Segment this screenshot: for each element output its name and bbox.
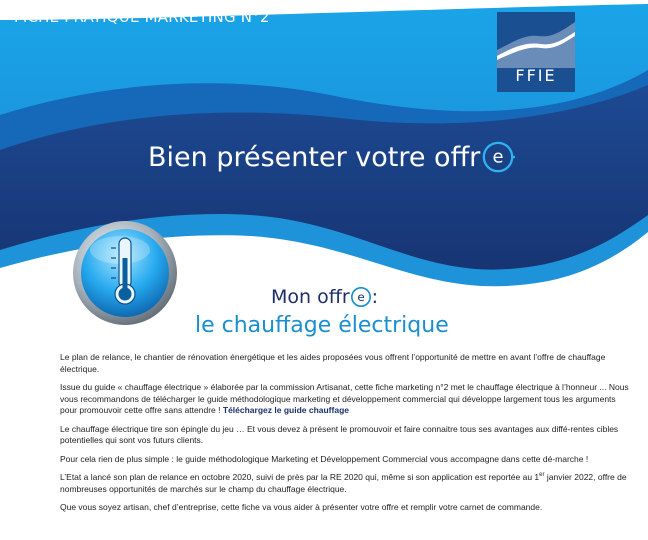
- paragraph-2: [60, 382, 632, 417]
- offer-title: [271, 286, 378, 308]
- headline-e-letter: e: [492, 146, 504, 168]
- offer-title-colon: :: [371, 286, 379, 308]
- e-ring-icon: [481, 140, 515, 174]
- offer-subtitle: le chauffage électrique: [195, 313, 449, 338]
- paragraph-3: Le chauffage électrique tire son épingle du jeu … Et vous devez à présent le promouvoir et faire connaitre tous ses avantages aux diffé-rentes cibles potentielles qui sont vos futurs clients.: [60, 423, 619, 446]
- offer-title-text: Mon offr: [271, 286, 350, 308]
- paragraph-1: Le plan de relance, le chantier de rénovation énergétique et les aides proposées vous offrent l’opportunité de mettre en avant l’offre de chauffage électrique.: [60, 352, 606, 374]
- paragraph-5-after: janvier 2022, offre de nombreuses opportunités de marchés sur le champ du chauffage électrique.: [60, 471, 627, 494]
- body-text: [60, 352, 632, 520]
- headline-text: Bien présenter votre offr: [148, 142, 481, 173]
- paragraph-5-sup: er: [539, 472, 545, 479]
- thermometer-icon: [70, 218, 180, 328]
- paragraph-4: Pour cela rien de plus simple : le guide méthodologique Marketing et Développement Commercial vous accompagne dans cette dé-marche !: [60, 453, 589, 464]
- paragraph-6: Que vous soyez artisan, chef d’entreprise, cette fiche va vous aider à présenter votre offre et remplir votre carnet de commande.: [60, 501, 543, 512]
- download-guide-link[interactable]: Téléchargez le guide chauffage: [222, 405, 349, 416]
- paragraph-5: [60, 472, 632, 495]
- paragraph-2-text: Issue du guide « chauffage électrique » élaborée par la commission Artisanat, cette fiche marketing n°2 met le chauffage électrique à l’honneur ... Nous vous recommandons de télécharger le guide méthodologique marketing et développement commercial qui développe largement tous les arguments pour promouvoir cette offre sans attendre !: [60, 381, 629, 416]
- e-ring-icon: [350, 286, 372, 308]
- page-title: [148, 140, 515, 174]
- logo-text: FFIE: [515, 66, 557, 85]
- offer-e-letter: e: [356, 290, 365, 305]
- ffie-logo: [497, 12, 575, 92]
- paragraph-5-before: L’Etat a lancé son plan de relance en octobre 2020, suivi de près par la RE 2020 qui, même si son application est reportée au 1: [60, 471, 540, 482]
- fiche-kicker: FICHE PRATIQUE MARKETING N°2: [14, 8, 270, 26]
- logo-wave-icon: [497, 12, 575, 68]
